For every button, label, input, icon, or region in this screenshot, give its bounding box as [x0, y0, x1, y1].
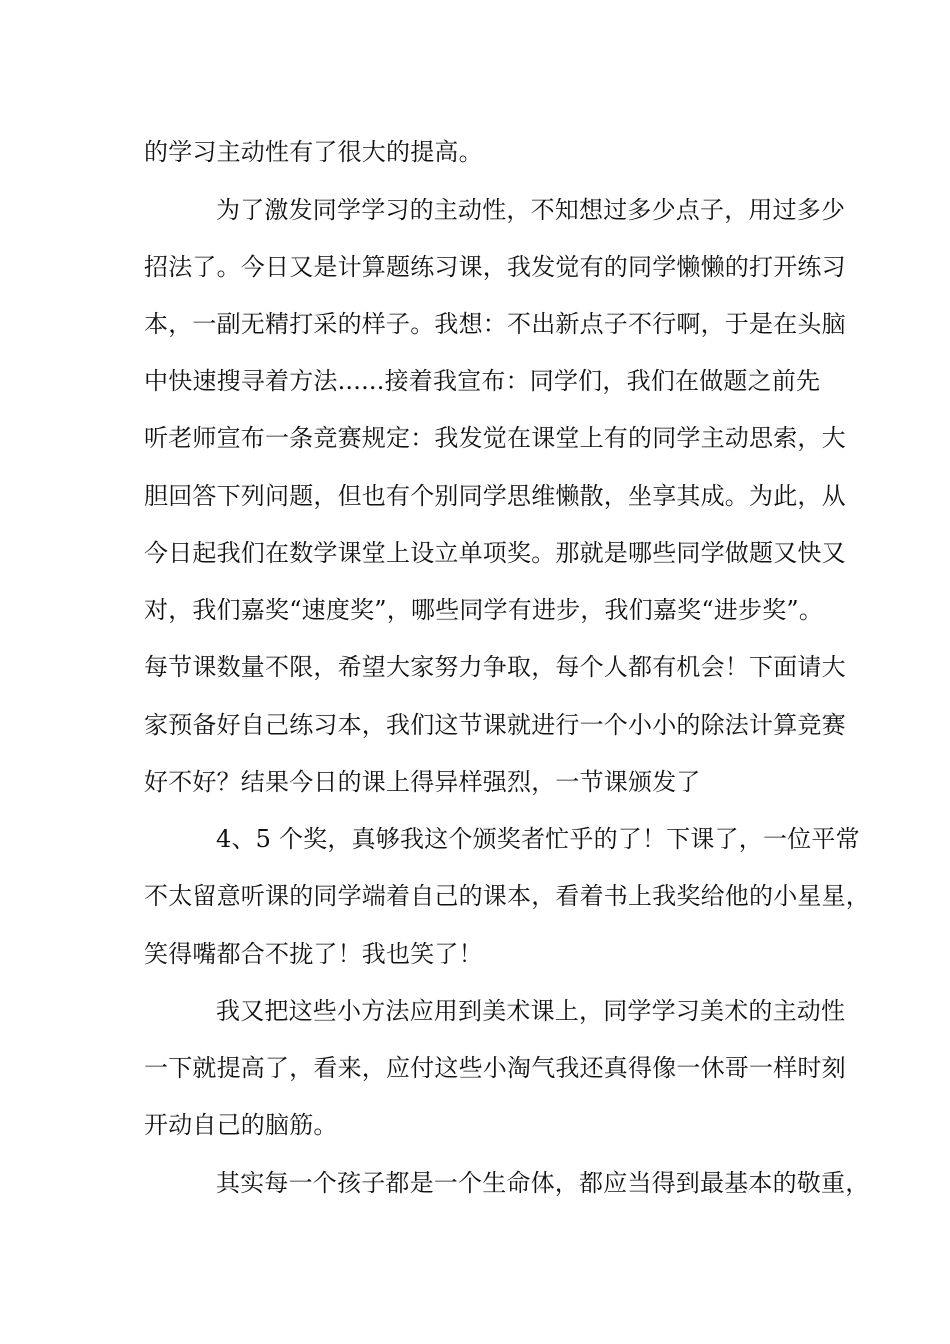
text-line: 开动自己的脑筋。	[144, 1111, 338, 1139]
paragraph-start-line: 为了激发同学学习的主动性，不知想过多少点子，用过多少	[216, 196, 846, 224]
text-line: 今日起我们在数学课堂上设立单项奖。那就是哪些同学做题又快又	[144, 539, 846, 567]
text-line: 招法了。今日又是计算题练习课，我发觉有的同学懒懒的打开练习	[144, 253, 846, 281]
text-line: 的学习主动性有了很大的提高。	[144, 138, 483, 166]
text-line: 好不好？结果今日的课上得异样强烈，一节课颁发了	[144, 768, 701, 796]
text-line: 听老师宣布一条竞赛规定：我发觉在课堂上有的同学主动思索，大	[144, 424, 846, 452]
text-line: 本，一副无精打采的样子。我想：不出新点子不行啊，于是在头脑	[144, 310, 846, 338]
text-line: 胆回答下列问题，但也有个别同学思维懒散，坐享其成。为此，从	[144, 482, 846, 510]
paragraph-start-line: 我又把这些小方法应用到美术课上，同学学习美术的主动性	[216, 997, 846, 1025]
text-line: 中快速搜寻着方法......接着我宣布：同学们，我们在做题之前先	[144, 367, 821, 395]
text-line: 笑得嘴都合不拢了！我也笑了！	[144, 940, 483, 968]
text-line: 一下就提高了，看来，应付这些小淘气我还真得像一休哥一样时刻	[144, 1054, 846, 1082]
text-line: 对，我们嘉奖“速度奖”，哪些同学有进步，我们嘉奖“进步奖”。	[144, 596, 824, 624]
text-line: 每节课数量不限，希望大家努力争取，每个人都有机会！下面请大	[144, 653, 846, 681]
paragraph-start-line: 其实每一个孩子都是一个生命体，都应当得到最基本的敬重，	[216, 1169, 870, 1197]
text-line: 不太留意听课的同学端着自己的课本，看着书上我奖给他的小星星，	[144, 882, 870, 910]
text-line: 家预备好自己练习本，我们这节课就进行一个小小的除法计算竞赛	[144, 711, 846, 739]
paragraph-start-line: 4、5 个奖，真够我这个颁奖者忙乎的了！下课了，一位平常	[216, 825, 860, 853]
